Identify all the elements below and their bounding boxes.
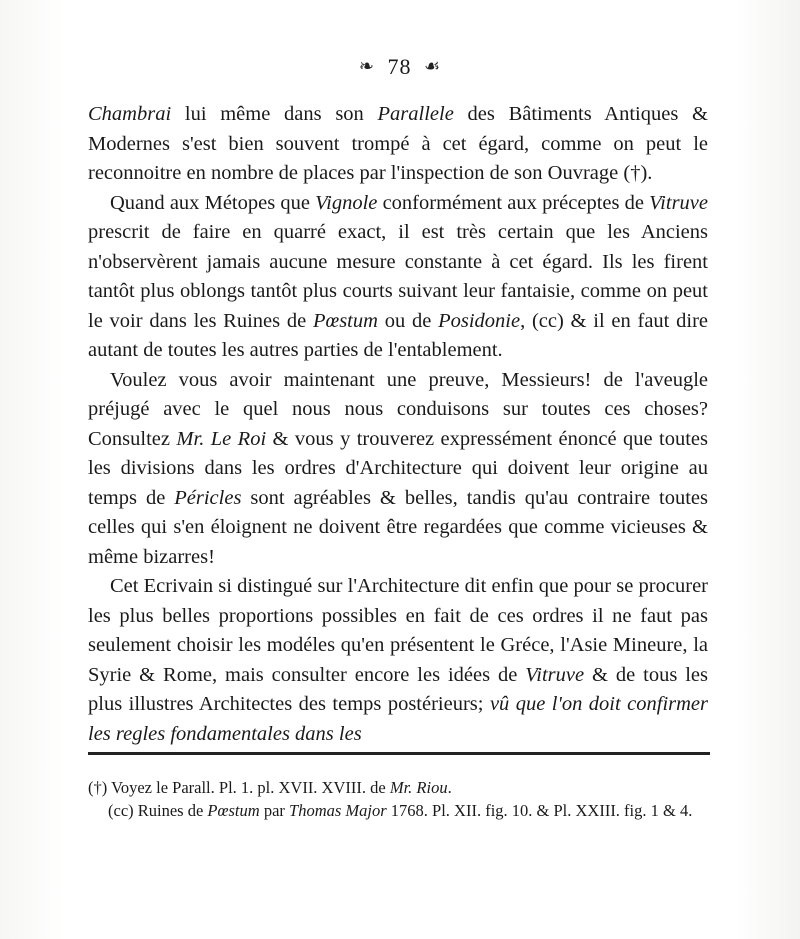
text-run: 1768. Pl. XII. fig. 10. & Pl. XXIII. fig. 1 & 4. [386,801,693,820]
text-run: Cet Ecrivain si distingué sur l'Architecture dit enfin que pour se procurer les plus belles proportions possibles en fait de ces ordres il ne faut pas seulement choisir les modéles qu'en présentent le Gréce, l'Asie Mineure, la Syrie & Rome, mais consulter encore les idées de [88,575,708,686]
text-run: & de tous les plus illustres Architectes des temps postérieurs; [88,663,708,715]
paragraph [88,572,708,749]
text-run: conformément aux préceptes de [377,191,650,214]
paragraph [88,100,708,189]
italic-text: Vitruve [649,191,708,214]
text-run: (†) Voyez le Parall. Pl. 1. pl. XVII. XVIII. de [88,778,390,797]
text-run: lui même dans son [171,103,378,125]
text-run: . [447,778,452,797]
text-run: prescrit de faire en quarré exact, il est très certain que les Anciens n'observèrent jamais aucune mesure constante à cet égard. Ils les firent tantôt plus oblongs tantôt plus courts suivant leur fantaisie, comme on peut le voir dans les Ruines de [88,221,708,332]
paragraph [88,189,708,366]
footnote-divider [88,752,710,755]
italic-text: vû que l'on doit confirmer les regles fondamentales dans les [88,693,708,745]
italic-text: Mr. Riou [389,778,448,797]
text-run: Voulez vous avoir maintenant une preuve, Messieurs! de l'aveugle préjugé avec le quel nous nous conduisons sur toutes ces choses? Consultez [88,368,708,450]
footnote [88,799,710,822]
text-run: (cc) Ruines de [108,801,208,820]
footnotes [88,776,710,822]
page-header [0,52,800,80]
text-run: des Bâtiments Antiques & Modernes s'est bien souvent trompé à cet égard, comme on peut le reconnoitre en nombre de places par l'inspection de son Ouvrage (†). [88,103,708,184]
text-run: Quand aux Métopes que [110,191,316,214]
italic-text: Thomas Major [289,801,387,820]
page-number: 78 [387,53,412,79]
italic-text: Pœstum [313,309,378,332]
fleuron-right-icon: ☙ [423,56,442,77]
text-run: par [259,801,290,820]
text-run: ou de [377,309,439,332]
italic-text: Vignole [315,191,378,214]
italic-text: Pœstum [207,801,260,820]
italic-text: Mr. Le Roi [176,427,267,450]
italic-text: Péricles [174,486,242,509]
paragraph [88,366,708,573]
italic-text: Parallele [377,103,454,125]
main-text [88,100,708,749]
text-run: & vous y trouverez expressément énoncé que toutes les divisions dans les ordres d'Architecture qui doivent leur origine au temps de [88,427,708,509]
text-run: , (cc) & il en faut dire autant de toutes les autres parties de l'entablement. [88,309,708,361]
italic-text: Chambrai [88,103,172,125]
italic-text: Vitruve [525,663,585,686]
text-run: sont agréables & belles, tandis qu'au contraire toutes celles qui s'en éloignent ne doivent être regardées que comme vicieuses & même bizarres! [88,486,708,568]
fleuron-left-icon: ❧ [358,56,375,77]
footnote [88,776,710,799]
italic-text: Posidonie [438,309,521,332]
